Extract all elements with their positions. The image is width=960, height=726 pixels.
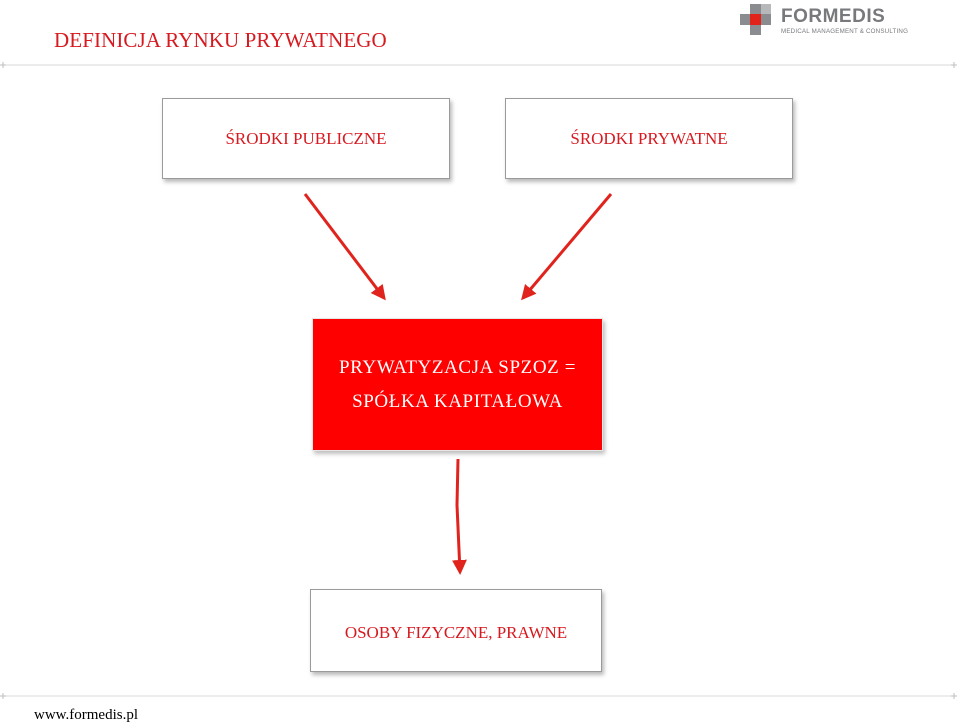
logo-tagline: MEDICAL MANAGEMENT & CONSULTING [781,28,909,35]
persons-box [310,589,602,672]
privatization-line-2: SPÓŁKA KAPITAŁOWA [352,390,563,412]
slide-title: DEFINICJA RYNKU PRYWATNEGO [54,28,387,52]
persons-label: OSOBY FIZYCZNE, PRAWNE [344,623,568,642]
footer-url[interactable]: www.formedis.pl [34,707,139,723]
private-funds-label: ŚRODKI PRYWATNE [570,128,728,148]
arrow-private-to-center [523,194,611,298]
logo-name: FORMEDIS [781,6,886,27]
privatization-line-1: PRYWATYZACJA SPZOZ = [338,356,577,378]
arrow-public-to-center [305,194,384,298]
privatization-box [312,318,603,451]
public-funds-label: ŚRODKI PUBLICZNE [225,128,387,148]
arrow-center-to-persons [457,459,460,572]
footer-divider [0,691,960,701]
